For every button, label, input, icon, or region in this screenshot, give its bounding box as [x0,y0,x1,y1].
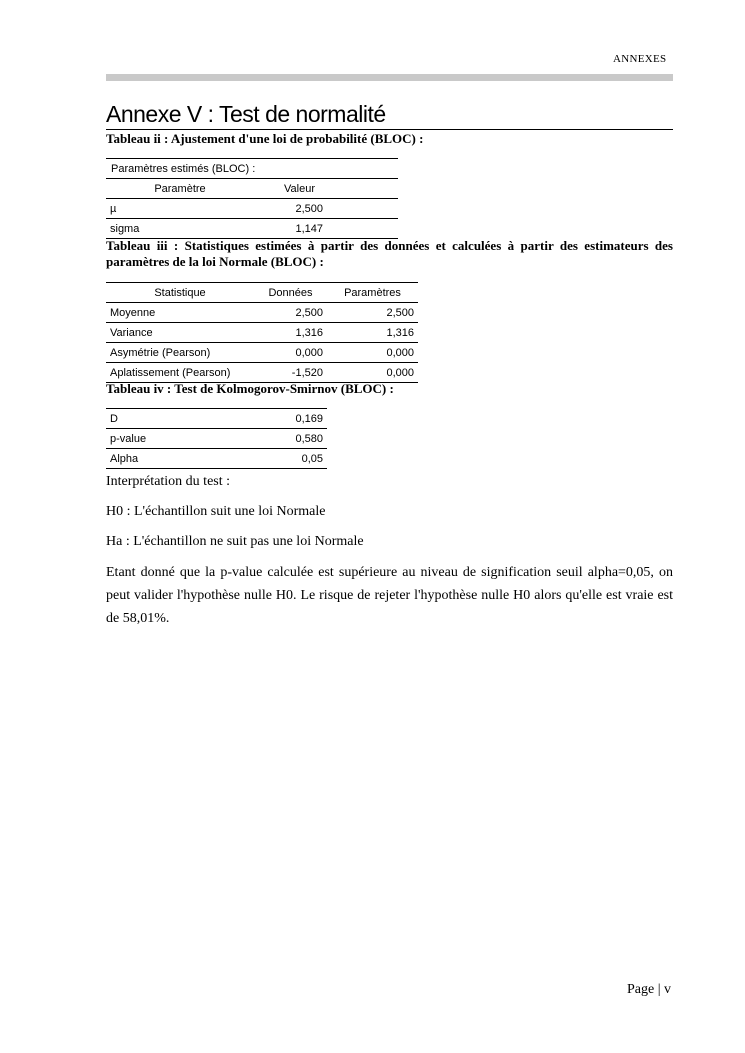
table-cell: 0,000 [254,343,327,363]
table-cell: 2,500 [254,199,398,219]
table-row [106,363,418,383]
page-number [627,982,671,998]
table-ii [106,158,398,239]
table-row [106,343,418,363]
table-row [106,219,398,239]
column-header: Valeur [254,179,398,199]
table-iii [106,282,418,383]
table-cell: 0,000 [327,343,418,363]
column-header: Statistique [106,283,254,303]
table-iv [106,408,327,469]
table-iv-caption: Tableau iv : Test de Kolmogorov-Smirnov (BLOC) : [106,381,394,396]
column-header: Paramètre [106,179,254,199]
table-cell: sigma [106,219,254,239]
table-row [106,409,327,429]
table-cell: D [106,409,228,429]
table-cell: 0,000 [327,363,418,383]
table-cell: Aplatissement (Pearson) [106,363,254,383]
table-ii-section-label: Paramètres estimés (BLOC) : [106,159,398,179]
table-cell: 0,05 [228,449,327,469]
table-cell: 2,500 [327,303,418,323]
table-row [106,159,398,179]
page-separator: | [657,982,661,997]
table-cell: 0,580 [228,429,327,449]
table-cell: 1,316 [254,323,327,343]
table-header-row [106,283,418,303]
table-row [106,303,418,323]
table-cell: Moyenne [106,303,254,323]
table-row [106,199,398,219]
table-cell: Asymétrie (Pearson) [106,343,254,363]
interpretation-heading: Interprétation du test : [106,474,231,489]
page-title: Annexe V : Test de normalité [106,100,673,130]
hypothesis-h0: H0 : L'échantillon suit une loi Normale [106,504,326,519]
table-row [106,449,327,469]
table-cell: 1,147 [254,219,398,239]
hypothesis-ha: Ha : L'échantillon ne suit pas une loi Normale [106,534,364,549]
table-cell: µ [106,199,254,219]
column-header: Paramètres [327,283,418,303]
table-ii-caption: Tableau ii : Ajustement d'une loi de probabilité (BLOC) : [106,131,424,146]
table-cell: Variance [106,323,254,343]
table-header-row [106,179,398,199]
table-cell: 1,316 [327,323,418,343]
table-cell: Alpha [106,449,228,469]
table-row [106,323,418,343]
table-iii-caption: Tableau iii : Statistiques estimées à partir des données et calculées à partir des estimateurs des paramètres de la loi Normale (BLOC) : [106,238,673,269]
running-header: ANNEXES [613,53,667,65]
conclusion-paragraph: Etant donné que la p-value calculée est supérieure au niveau de signification seuil alpha=0,05, on peut valider l'hypothèse nulle H0. Le risque de rejeter l'hypothèse nulle H0 alors qu'elle est vraie est de 58,01%. [106,565,673,626]
column-header: Données [254,283,327,303]
table-cell: p-value [106,429,228,449]
table-cell: -1,520 [254,363,327,383]
header-rule [106,74,673,81]
page-number-value: v [664,982,672,997]
table-row [106,429,327,449]
table-cell: 2,500 [254,303,327,323]
page-label: Page [627,982,655,997]
table-cell: 0,169 [228,409,327,429]
